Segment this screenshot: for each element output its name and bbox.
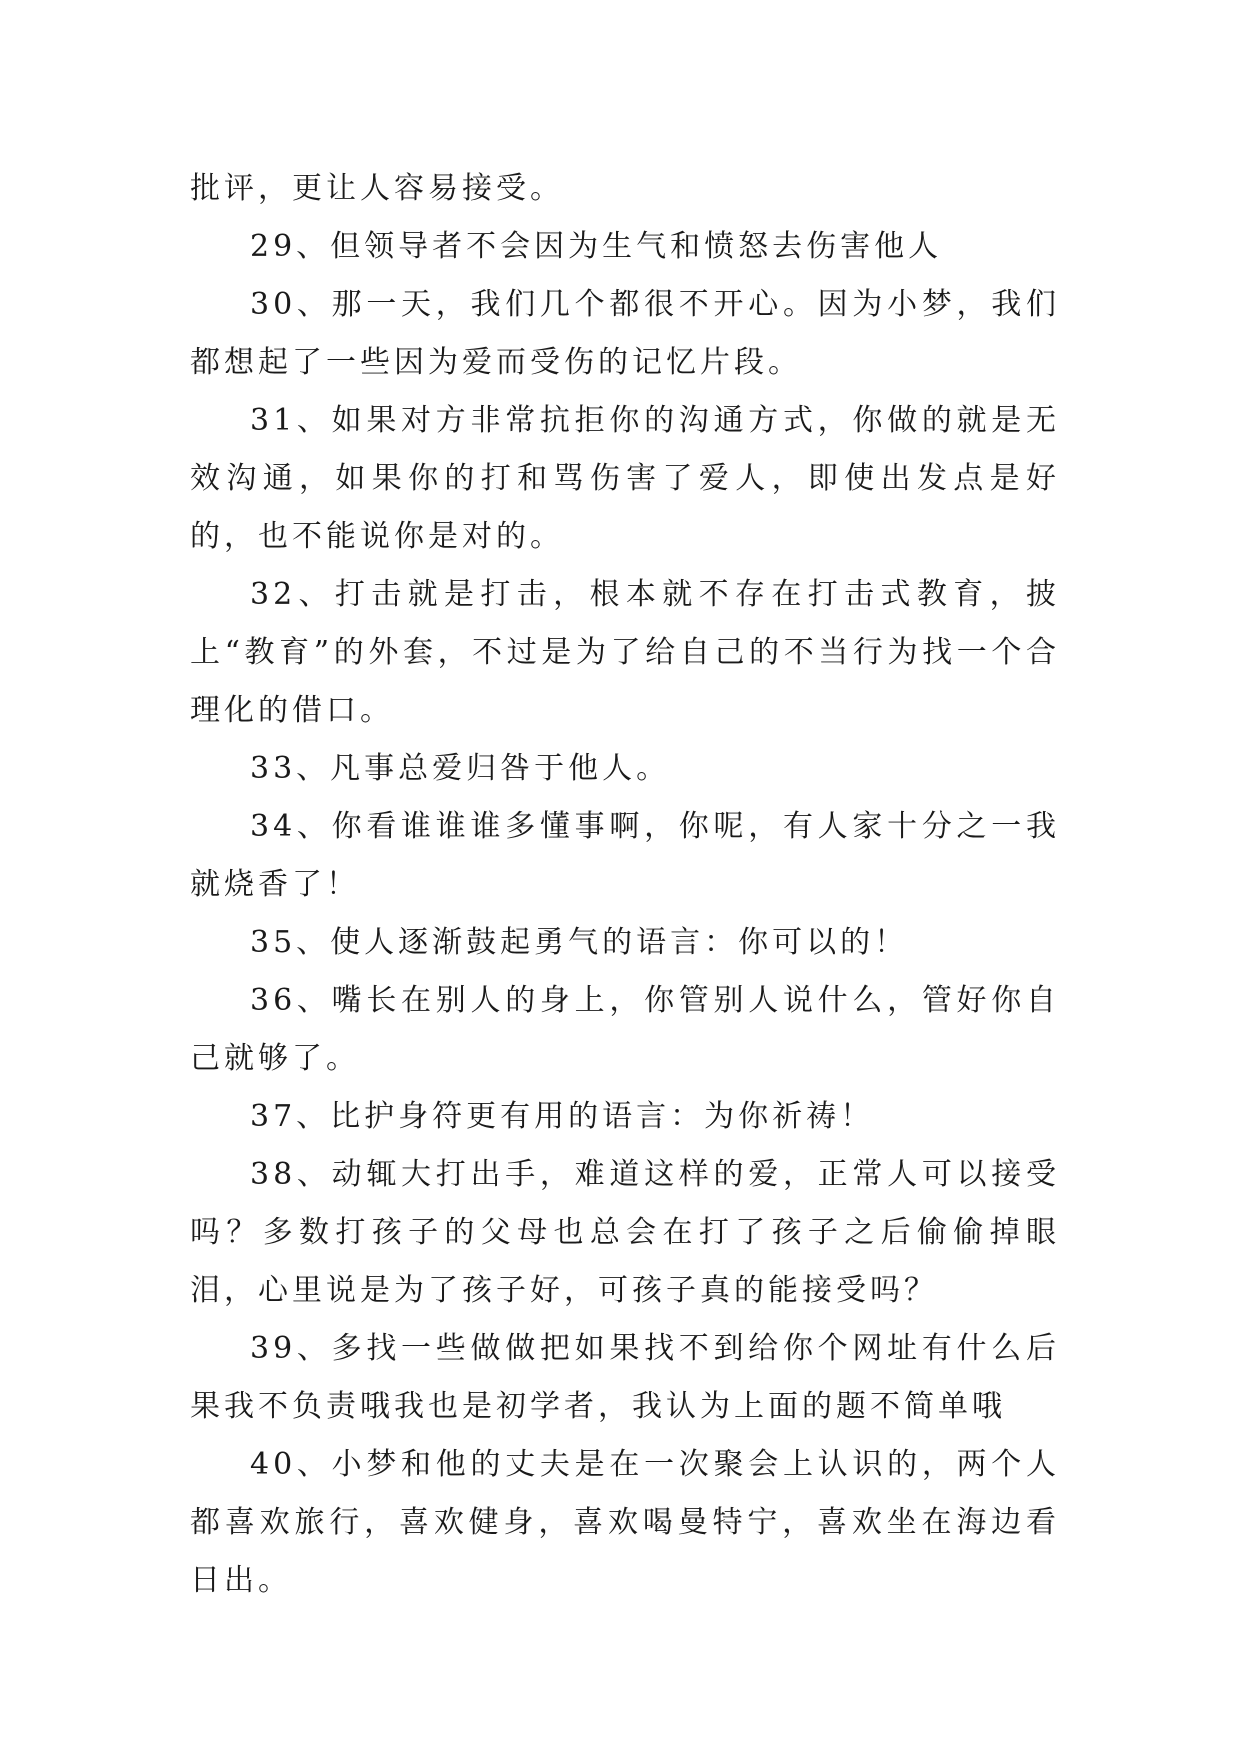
paragraph-29: 29、但领导者不会因为生气和愤怒去伤害他人 bbox=[250, 229, 943, 264]
paragraph-40: 40、小梦和他的丈夫是在一次聚会上认识的，两个人都喜欢旅行，喜欢健身，喜欢喝曼特宁，喜欢坐在海边看日出。 bbox=[190, 1447, 1060, 1598]
paragraph-31: 31、如果对方非常抗拒你的沟通方式，你做的就是无效沟通，如果你的打和骂伤害了爱人，即使出发点是好的，也不能说你是对的。 bbox=[190, 403, 1060, 554]
paragraph-37: 37、比护身符更有用的语言：为你祈祷！ bbox=[250, 1099, 875, 1134]
paragraph-35: 35、使人逐渐鼓起勇气的语言：你可以的！ bbox=[250, 925, 909, 960]
document-body bbox=[190, 160, 1060, 1610]
paragraph-30: 30、那一天，我们几个都很不开心。因为小梦，我们都想起了一些因为爱而受伤的记忆片段。 bbox=[190, 287, 1060, 380]
paragraph-38: 38、动辄大打出手，难道这样的爱，正常人可以接受吗？多数打孩子的父母也总会在打了孩子之后偷偷掉眼泪，心里说是为了孩子好，可孩子真的能接受吗？ bbox=[190, 1157, 1060, 1308]
paragraph-33: 33、凡事总爱归咎于他人。 bbox=[250, 751, 671, 786]
paragraph-32: 32、打击就是打击，根本就不存在打击式教育，披上“教育”的外套，不过是为了给自己的不当行为找一个合理化的借口。 bbox=[190, 577, 1060, 728]
paragraph-36: 36、嘴长在别人的身上，你管别人说什么，管好你自己就够了。 bbox=[190, 983, 1060, 1076]
paragraph-34: 34、你看谁谁谁多懂事啊，你呢，有人家十分之一我就烧香了！ bbox=[190, 809, 1060, 902]
paragraph-39: 39、多找一些做做把如果找不到给你个网址有什么后果我不负责哦我也是初学者，我认为上面的题不简单哦 bbox=[190, 1331, 1060, 1424]
paragraph-continuation: 批评，更让人容易接受。 bbox=[190, 171, 564, 206]
